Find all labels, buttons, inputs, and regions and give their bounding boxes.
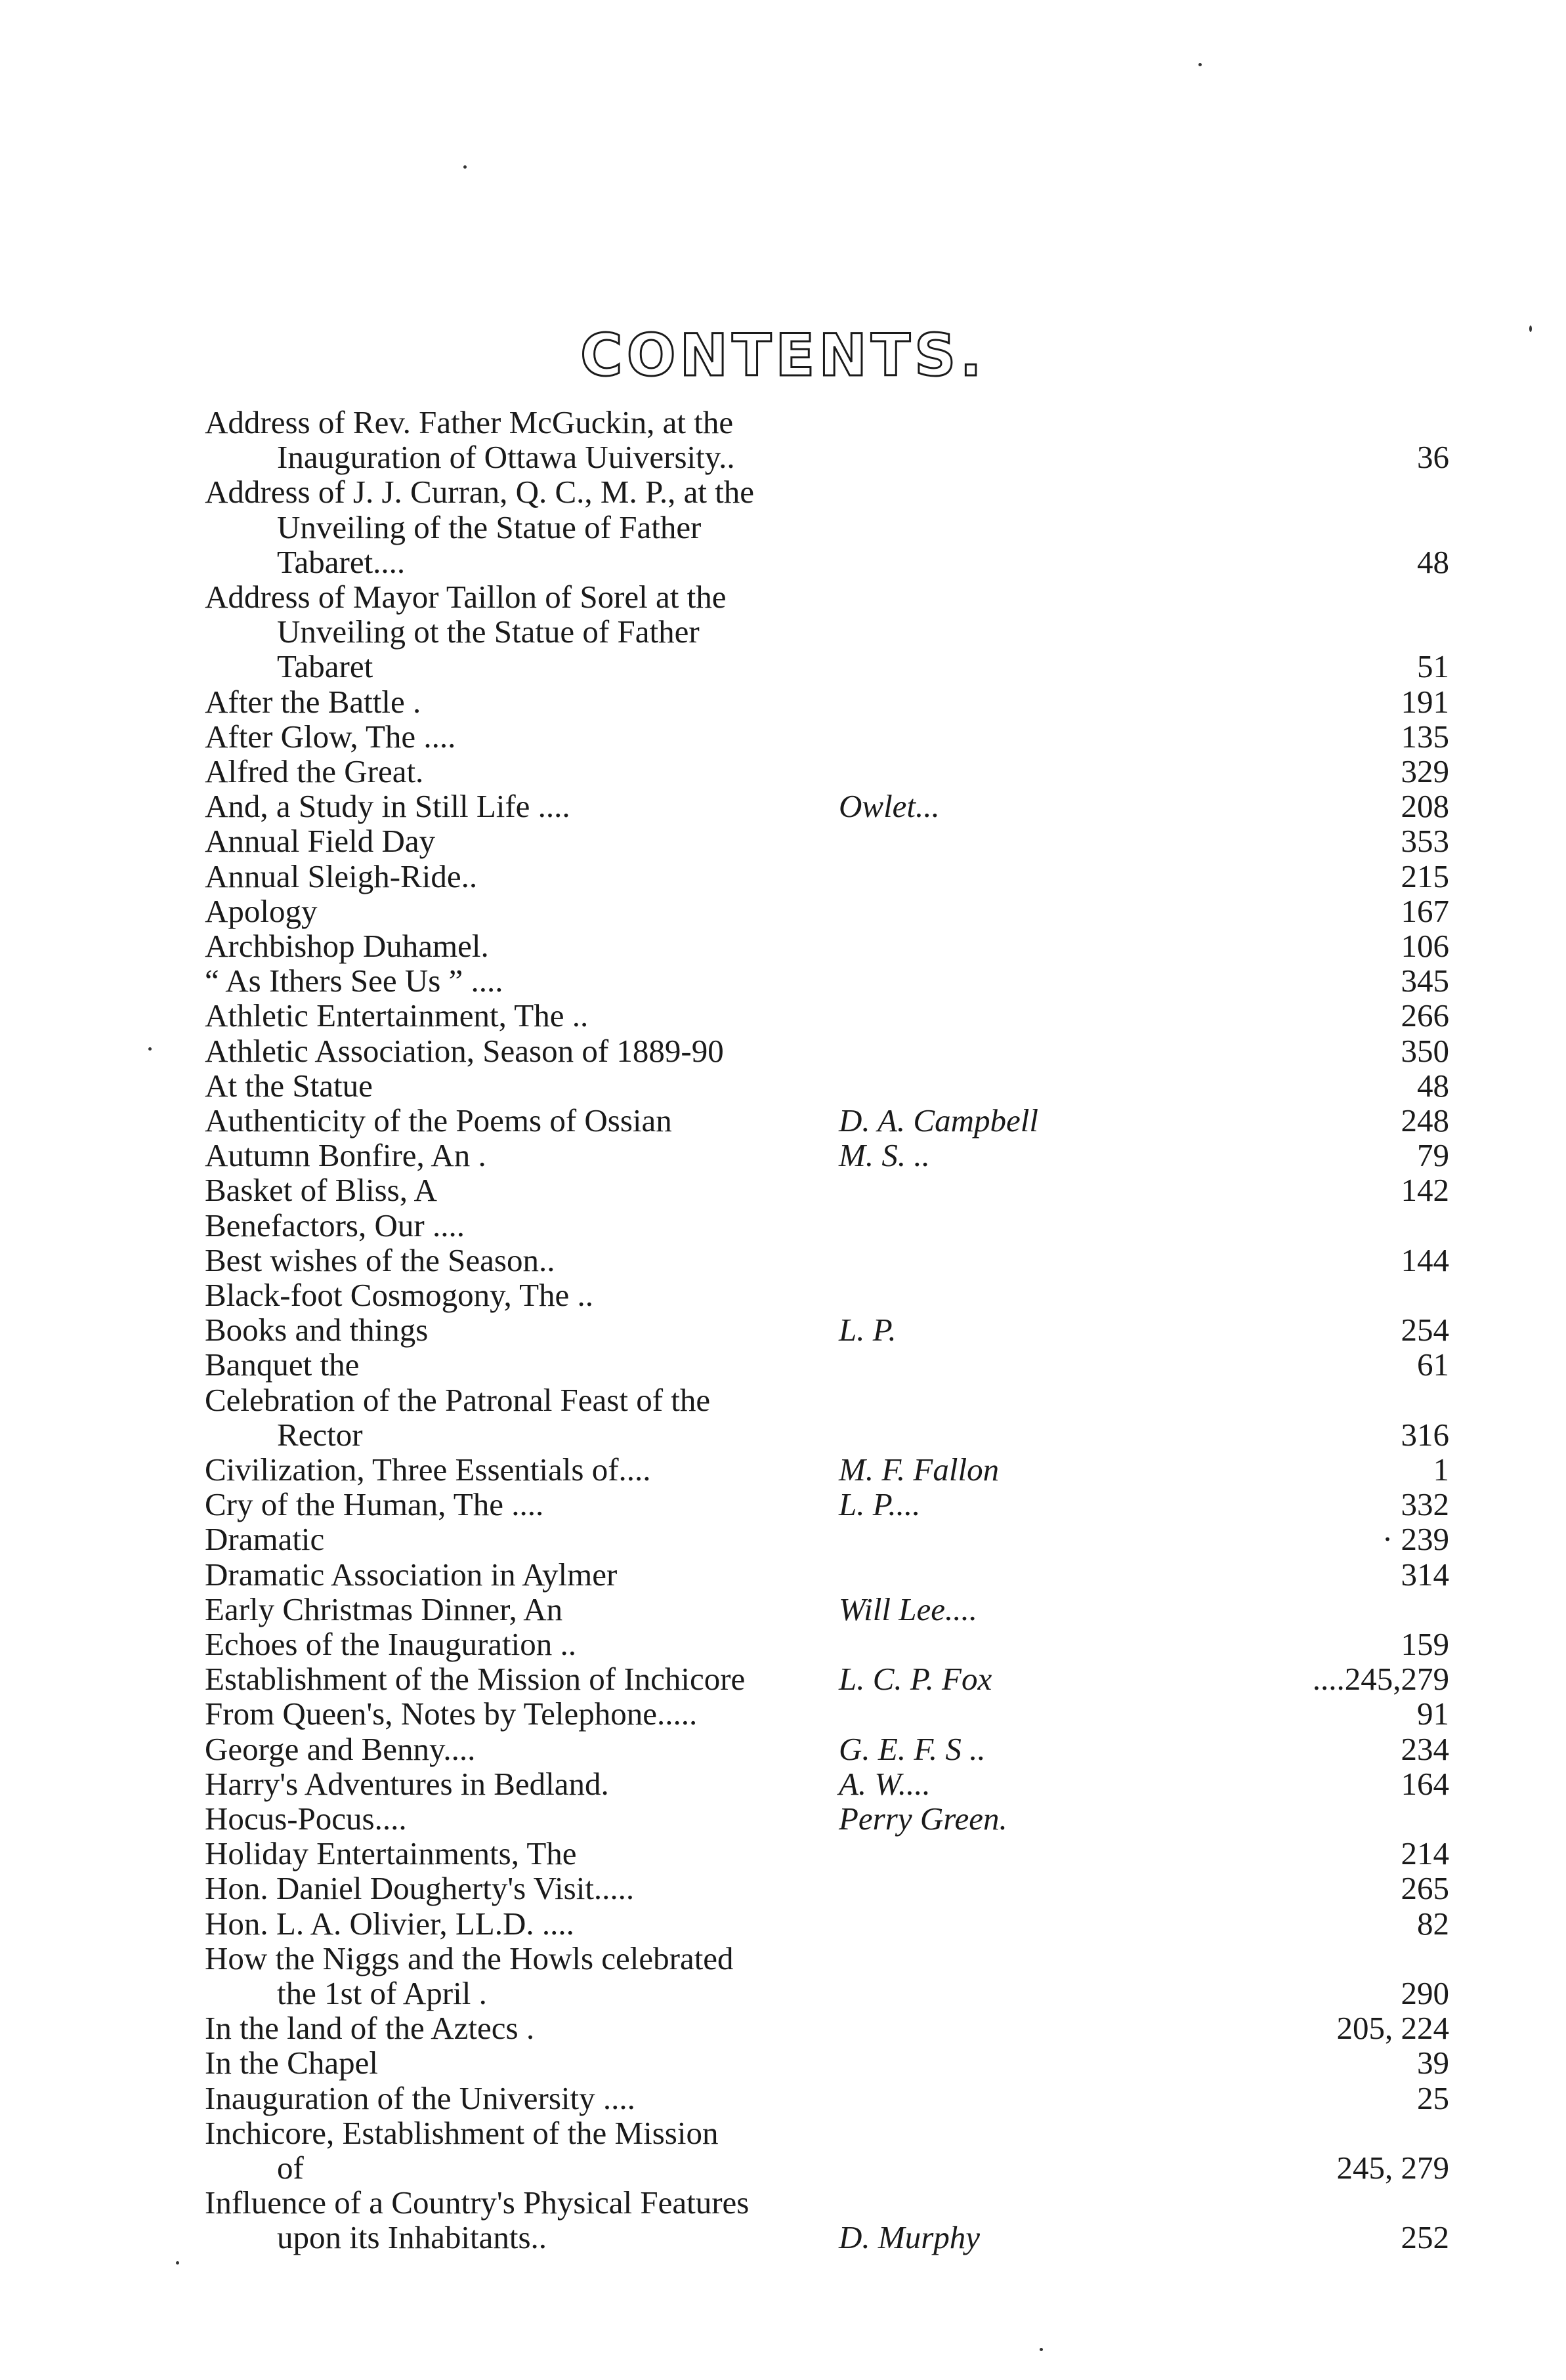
entry-page-number: 252 [1401,2219,1449,2256]
toc-entry [0,1104,1566,1138]
entry-page-number: 290 [1401,1974,1449,2011]
entry-author: A. W.... [839,1765,931,1802]
entry-title-continuation: Unveiling of the Statue of Father [277,509,702,545]
entry-title: Apology [205,892,318,929]
entry-page-number: 135 [1401,718,1449,755]
entry-title: Authenticity of the Poems of Ossian [205,1102,672,1138]
page-heading [0,322,1566,389]
toc-entry [0,1558,1566,1593]
entry-title: At the Statue [205,1067,373,1104]
entry-page-number: 36 [1417,439,1449,476]
entry-author: G. E. F. S .. [839,1730,986,1767]
entry-title: In the land of the Aztecs . [205,2010,535,2047]
entry-title: In the Chapel [205,2045,378,2081]
entry-title: Books and things [205,1312,429,1348]
entry-title-continuation: Tabaret.... [277,543,406,580]
entry-title: Influence of a Country's Physical Features [205,2184,750,2221]
entry-title-continuation: Unveiling ot the Statue of Father [277,614,700,650]
toc-entry [0,860,1566,894]
entry-page-number: 82 [1417,1905,1449,1942]
entry-title: Dramatic [205,1521,325,1558]
toc-entry [0,1837,1566,1871]
entry-page-number: 48 [1417,543,1449,580]
entry-page-number: 208 [1401,788,1449,825]
entry-author: L. C. P. Fox [839,1661,992,1698]
print-speck [463,165,467,169]
toc-entry [0,1243,1566,1278]
toc-entry [0,894,1566,929]
entry-page-number: 329 [1401,753,1449,789]
entry-page-number: ....245,279 [1312,1661,1449,1698]
toc-entry [0,2046,1566,2081]
entry-title: Autumn Bonfire, An . [205,1137,486,1174]
toc-entry [0,929,1566,964]
entry-author: L. P. [839,1312,897,1348]
entry-page-number: 48 [1417,1067,1449,1104]
toc-entry [0,2011,1566,2046]
entry-title-continuation: upon its Inhabitants.. [277,2219,547,2256]
entry-title: Harry's Adventures in Bedland. [205,1765,609,1802]
entry-page-number: 248 [1401,1102,1449,1138]
entry-title: Annual Sleigh-Ride.. [205,858,478,894]
entry-page-number: 254 [1401,1312,1449,1348]
entry-page-number: 61 [1417,1347,1449,1383]
entry-title: Black-foot Cosmogony, The .. [205,1277,594,1313]
entry-page-number: 265 [1401,1870,1449,1907]
entry-title: Civilization, Three Essentials of.... [205,1451,651,1488]
entry-page-number: 25 [1417,2079,1449,2116]
entry-page-number: 245, 279 [1336,2149,1449,2186]
entry-page-number: 215 [1401,858,1449,894]
entry-title: Address of Rev. Father McGuckin, at the [205,404,734,440]
toc-entry [0,1034,1566,1069]
toc-entry [0,2081,1566,2116]
entry-page-number: 144 [1401,1242,1449,1278]
toc-entry [0,1593,1566,1627]
entry-page-number: 164 [1401,1765,1449,1802]
print-speck [176,2261,179,2265]
toc-entry [0,1627,1566,1662]
entry-title: Archbishop Duhamel. [205,928,489,964]
toc-entry [0,720,1566,755]
entry-page-number: 350 [1401,1032,1449,1069]
entry-title: Echoes of the Inauguration .. [205,1626,577,1662]
print-speck [1040,2348,1043,2351]
entry-page-number: 167 [1401,892,1449,929]
toc-entry [0,1522,1566,1557]
entry-author: D. Murphy [839,2219,981,2256]
entry-title: Celebration of the Patronal Feast of the [205,1381,711,1418]
entry-title: Banquet the [205,1347,360,1383]
toc-entry [0,685,1566,720]
entry-page-number: 142 [1401,1172,1449,1209]
entry-title: Hon. L. A. Olivier, LL.D. .... [205,1905,574,1942]
entry-page-number: 234 [1401,1730,1449,1767]
entry-title: Dramatic Association in Aylmer [205,1556,618,1593]
toc-entry [0,755,1566,789]
entry-page-number: 39 [1417,2045,1449,2081]
toc-entry [0,1767,1566,1802]
entry-page-number: 106 [1401,928,1449,964]
entry-title: Annual Field Day [205,823,436,860]
entry-title: Hocus-Pocus.... [205,1801,407,1837]
entry-title: Alfred the Great. [205,753,424,789]
entry-title: After the Battle . [205,683,421,720]
entry-page-number: 332 [1401,1486,1449,1523]
entry-author: D. A. Campbell [839,1102,1038,1138]
entry-page-number: 79 [1417,1137,1449,1174]
toc-entry [0,1802,1566,1837]
entry-title: Address of Mayor Taillon of Sorel at the [205,579,727,615]
entry-page-number: · 239 [1382,1521,1449,1558]
entry-title: Early Christmas Dinner, An [205,1591,563,1627]
entry-title-continuation: of [277,2149,304,2186]
entry-author: M. F. Fallon [839,1451,1000,1488]
toc-entry [0,1383,1566,1453]
entry-page-number: 314 [1401,1556,1449,1593]
entry-title: Cry of the Human, The .... [205,1486,544,1523]
entry-author: Will Lee.... [839,1591,977,1627]
toc-entry [0,2186,1566,2255]
entry-page-number: 345 [1401,963,1449,999]
toc-entry [0,1278,1566,1313]
entry-title: After Glow, The .... [205,718,456,755]
entry-title: Inchicore, Establishment of the Mission [205,2114,719,2151]
toc-entry [0,1313,1566,1348]
entry-author: L. P.... [839,1486,921,1523]
toc-entry [0,1697,1566,1732]
toc-entry [0,1662,1566,1697]
entry-title: From Queen's, Notes by Telephone..... [205,1696,698,1732]
entry-page-number: 191 [1401,683,1449,720]
toc-entry [0,999,1566,1033]
entry-page-number: 214 [1401,1835,1449,1872]
entry-title: Best wishes of the Season.. [205,1242,555,1278]
toc-entry [0,406,1566,475]
entry-page-number: 266 [1401,997,1449,1034]
toc-entry [0,1173,1566,1208]
toc-entry [0,1453,1566,1488]
entry-page-number: 1 [1433,1451,1449,1488]
entry-page-number: 205, 224 [1336,2010,1449,2047]
entry-title: Address of J. J. Curran, Q. C., M. P., at the [205,474,755,511]
toc-entry [0,1488,1566,1522]
entry-title: George and Benny.... [205,1730,476,1767]
toc-entry [0,824,1566,859]
entry-title-continuation: Inauguration of Ottawa Uuiversity.. [277,439,735,476]
entry-title: Basket of Bliss, A [205,1172,437,1209]
entry-page-number: 353 [1401,823,1449,860]
entry-page-number: 51 [1417,648,1449,685]
toc-entry [0,1907,1566,1942]
toc-entry [0,789,1566,824]
entry-page-number: 316 [1401,1416,1449,1453]
entry-title: “ As Ithers See Us ” .... [205,963,503,999]
toc-entry [0,580,1566,685]
entry-title: Inauguration of the University .... [205,2079,635,2116]
entry-title: Athletic Entertainment, The .. [205,997,589,1034]
entry-title-continuation: the 1st of April . [277,1974,487,2011]
entry-title-continuation: Tabaret [277,648,373,685]
toc-entry [0,475,1566,580]
toc-entry [0,1871,1566,1906]
toc-entry [0,2116,1566,2186]
toc-entry [0,1942,1566,2011]
entry-title: Benefactors, Our .... [205,1207,465,1243]
entry-author: M. S. .. [839,1137,930,1174]
entry-author: Perry Green. [839,1801,1007,1837]
entry-title: Holiday Entertainments, The [205,1835,577,1872]
entry-title: And, a Study in Still Life .... [205,788,570,825]
toc-entry [0,1069,1566,1104]
entry-title: How the Niggs and the Howls celebrated [205,1940,734,1976]
entry-page-number: 159 [1401,1626,1449,1662]
entry-title: Hon. Daniel Dougherty's Visit..... [205,1870,635,1907]
heading-text: CONTENTS. [580,322,986,389]
entry-author: Owlet... [839,788,940,825]
toc-entry [0,964,1566,999]
print-speck [1198,63,1202,66]
toc-entry [0,1209,1566,1243]
entry-title: Establishment of the Mission of Inchicore [205,1661,746,1698]
toc-entry [0,1348,1566,1383]
entry-page-number: 91 [1417,1696,1449,1732]
entry-title-continuation: Rector [277,1416,363,1453]
toc-entry [0,1732,1566,1767]
entry-title: Athletic Association, Season of 1889-90 [205,1032,724,1069]
toc-entry [0,1138,1566,1173]
